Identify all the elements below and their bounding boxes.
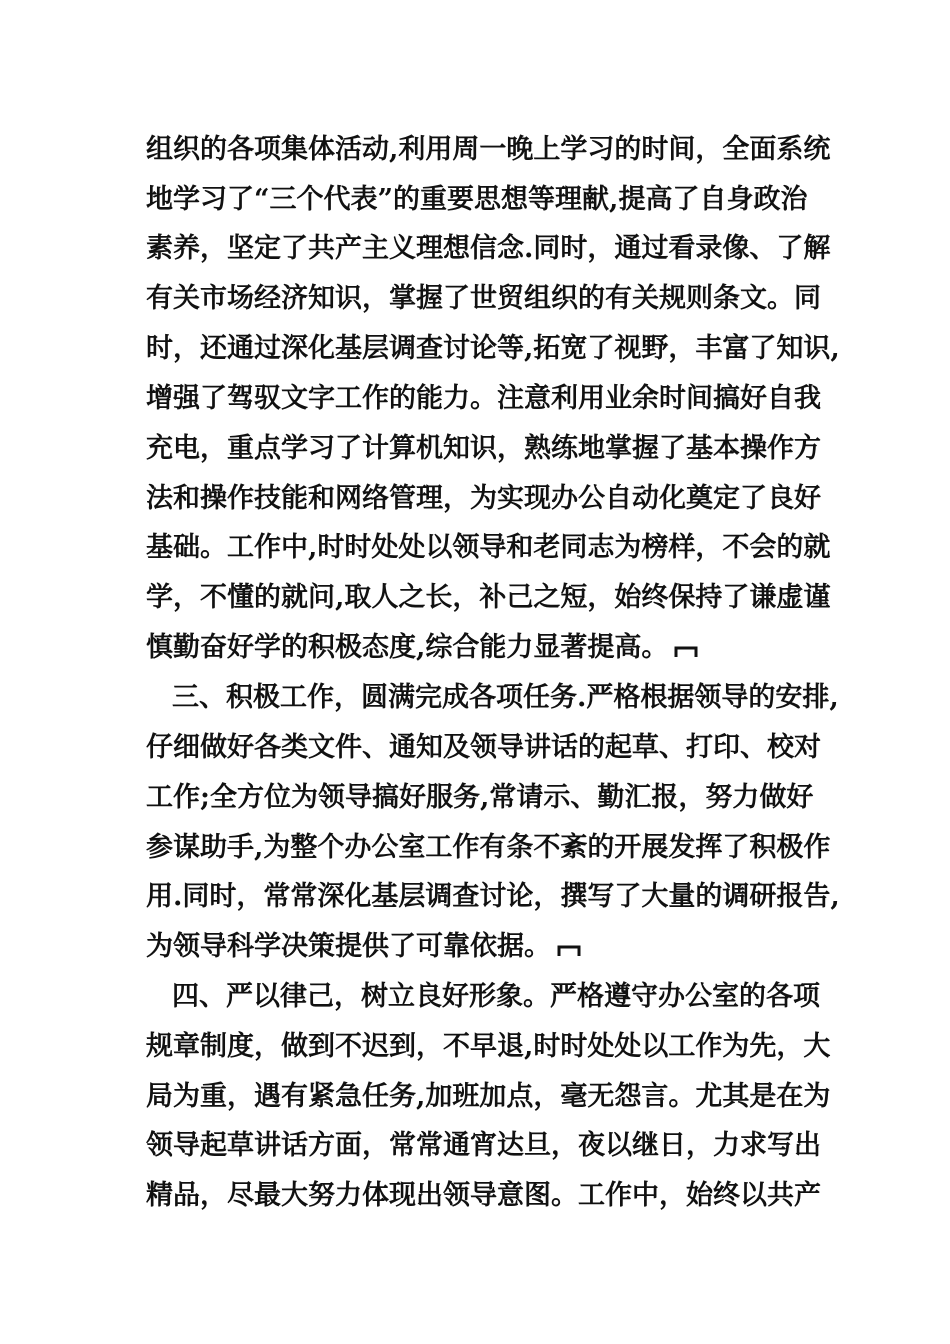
- text-line: 时，还通过深化基层调查讨论等,拓宽了视野，丰富了知识,: [146, 333, 840, 364]
- text-line: 仔细做好各类文件、通知及领导讲话的起草、打印、校对: [146, 732, 821, 763]
- text-line: 参谋助手,为整个办公室工作有条不紊的开展发挥了积极作: [146, 832, 831, 863]
- text-line: 规章制度，做到不迟到，不早退,时时处处以工作为先，大: [146, 1031, 831, 1062]
- text-line-with-mark: [146, 623, 826, 673]
- text-line: 法和操作技能和网络管理，为实现办公自动化奠定了良好: [146, 483, 821, 514]
- text-line: 有关市场经济知识，掌握了世贸组织的有关规则条文。同: [146, 283, 821, 314]
- text-line: 领导起草讲话方面，常常通宵达旦，夜以继日，力求写出: [146, 1130, 821, 1161]
- text-line: 局为重，遇有紧急任务,加班加点，毫无怨言。尤其是在为: [146, 1081, 831, 1112]
- text-line: 三、积极工作，圆满完成各项任务.严格根据领导的安排,: [172, 682, 839, 713]
- text-line: 四、严以律己，树立良好形象。严格遵守办公室的各项: [172, 981, 820, 1012]
- text-span: 为领导科学决策提供了可靠依据。: [146, 931, 551, 962]
- paragraph-mark-icon: [557, 943, 581, 957]
- text-line: 充电，重点学习了计算机知识，熟练地掌握了基本操作方: [146, 433, 821, 464]
- text-line: 组织的各项集体活动,利用周一晚上学习的时间，全面系统: [146, 134, 831, 165]
- text-line: 精品，尽最大努力体现出领导意图。工作中，始终以共产: [146, 1180, 821, 1211]
- text-line: 增强了驾驭文字工作的能力。注意利用业余时间搞好自我: [146, 383, 821, 414]
- paragraph-mark-icon: [674, 644, 698, 658]
- text-line: 工作;全方位为领导搞好服务,常请示、勤汇报，努力做好: [146, 782, 814, 813]
- text-line: 地学习了“三个代表”的重要思想等理献,提高了自身政治: [146, 184, 808, 215]
- text-line: 基础。工作中,时时处处以领导和老同志为榜样，不会的就: [146, 532, 831, 563]
- text-line-with-mark: [146, 922, 826, 972]
- text-line: 用.同时，常常深化基层调查讨论，撰写了大量的调研报告,: [146, 881, 840, 912]
- text-span: 慎勤奋好学的积极态度,综合能力显著提高。: [146, 632, 669, 663]
- text-line: 学，不懂的就问,取人之长，补己之短，始终保持了谦虚谨: [146, 582, 831, 613]
- text-line: 素养，坚定了共产主义理想信念.同时，通过看录像、了解: [146, 233, 831, 264]
